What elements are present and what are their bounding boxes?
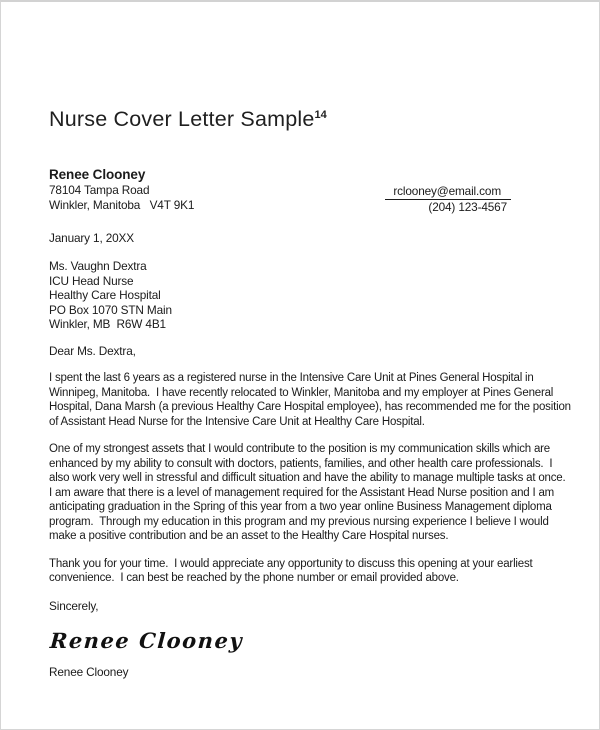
letter-date: January 1, 20XX xyxy=(49,231,134,245)
recipient-job-title: ICU Head Nurse xyxy=(49,273,134,288)
sender-phone: (204) 123-4567 xyxy=(428,200,507,214)
closing: Sincerely, xyxy=(49,598,99,613)
page-title-text: Nurse Cover Letter Sample xyxy=(49,107,315,131)
sender-address-line1: 78104 Tampa Road xyxy=(49,183,150,197)
recipient-address-line2: Winkler, MB R6W 4B1 xyxy=(49,317,166,331)
sender-address-block xyxy=(49,166,194,213)
sender-email: rclooney@email.com xyxy=(385,184,511,200)
letter-content xyxy=(1,102,599,680)
recipient-name: Ms. Vaughn Dextra xyxy=(49,259,147,273)
recipient-block xyxy=(49,259,573,332)
sender-address-line2: Winkler, Manitoba V4T 9K1 xyxy=(49,198,195,212)
sender-contact-block xyxy=(385,166,511,215)
page-title-superscript: 14 xyxy=(314,109,327,121)
salutation: Dear Ms. Dextra, xyxy=(49,343,136,358)
body-paragraph-1: I spent the last 6 years as a registered nurse in the Intensive Care Unit at Pines General Hospital in Winnipeg, Manitoba. I have recently relocated to Winkler, Manitoba and my employer at Pines General Hospital, Dana Marsh (a previous Healthy Care Hospital employee), has recommended me for the position of Assistant Head Nurse for the Intensive Care Unit at Healthy Care Hospital. xyxy=(49,372,574,428)
recipient-organization: Healthy Care Hospital xyxy=(49,288,161,302)
page-title xyxy=(49,102,573,132)
sender-name: Renee Clooney xyxy=(49,167,146,182)
recipient-address-line1: PO Box 1070 STN Main xyxy=(49,302,172,317)
signature-typed-name: Renee Clooney xyxy=(49,665,129,679)
handwritten-signature: Renee Clooney xyxy=(49,628,245,653)
sender-block xyxy=(49,166,573,215)
body-paragraph-3: Thank you for your time. I would appreciate any opportunity to discuss this opening at your earliest convenience. I can best be reached by the phone number or email provided above. xyxy=(49,557,536,584)
body-paragraph-2: One of my strongest assets that I would contribute to the position is my communication skills which are enhanced by my ability to consult with doctors, patients, families, and other health care professionals. I also work very well in stressful and difficult situation and have the ability to manage multiple tasks at once. I am aware that there is a level of management required for the Assistant Head Nurse position and I am anticipating graduation in the Spring of this year from a two year online Business Management diploma program. Through my education in this program and my previous nursing experience I believe I would make a positive contribution and be an asset to the Healthy Care Hospital nurses. xyxy=(49,443,572,542)
